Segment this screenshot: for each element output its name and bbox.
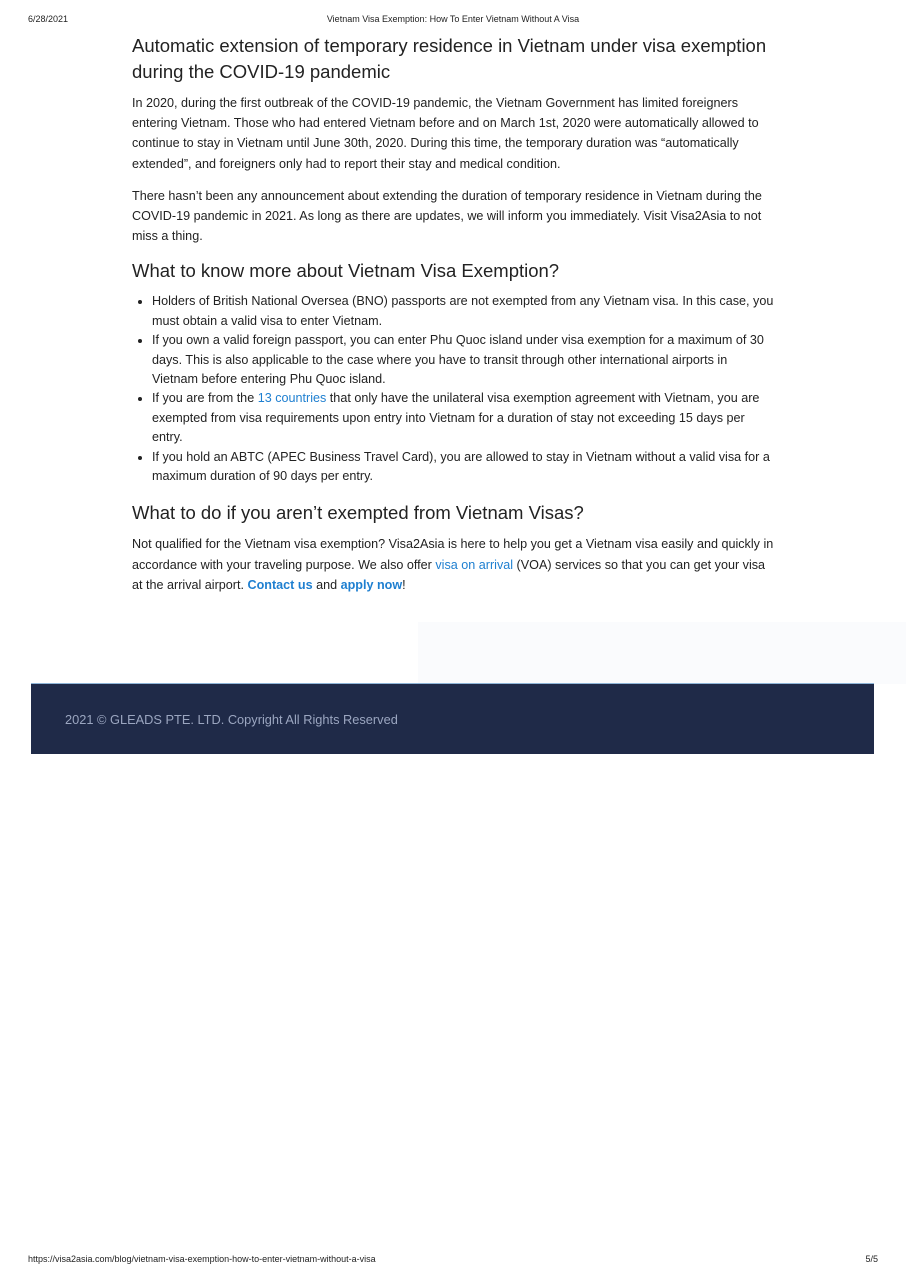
print-url: https://visa2asia.com/blog/vietnam-visa-exemption-how-to-enter-vietnam-without-a-visa [28, 1254, 376, 1264]
site-footer [31, 683, 874, 754]
list-item-phu-quoc: • If you own a valid foreign passport, you can enter Phu Quoc island under visa exemption for a maximum of 30 days. This is also applicable to the case where you have to transit through other international airports in Vietnam before entering Phu Quoc island. [152, 331, 774, 389]
footer-copyright: 2021 © GLEADS PTE. LTD. Copyright All Rights Reserved [65, 712, 398, 727]
paragraph-extension-2: There hasn’t been any announcement about extending the duration of temporary residence in Vietnam during the COVID-19 pandemic in 2021. As long as there are updates, we will inform you immediately. Visit Visa2Asia to not miss a thing. [132, 188, 762, 244]
list-item-bno: • Holders of British National Oversea (BNO) passports are not exempted from any Vietnam visa. In this case, you must obtain a valid visa to enter Vietnam. [152, 292, 774, 331]
list-item-13-countries-post: that only have the unilateral visa exemption agreement with Vietnam, you are exempted from visa requirements upon entry into Vietnam for a duration of stay not exceeding 15 days per entry. [152, 391, 760, 445]
list-item-13-countries-pre: If you are from the [152, 391, 258, 406]
paragraph-not-exempted [132, 534, 774, 595]
apply-now-link[interactable]: apply now [340, 577, 403, 592]
know-more-list [132, 292, 774, 486]
heading-not-exempted: What to do if you aren’t exempted from Vietnam Visas? [132, 502, 584, 524]
13-countries-link[interactable]: 13 countries [257, 391, 327, 406]
paragraph-extension-1: In 2020, during the first outbreak of the COVID-19 pandemic, the Vietnam Government has limited foreigners entering Vietnam. Those who had entered Vietnam before and on March 1st, 2020 were automatically allowed to continue to stay in Vietnam until June 30th, 2020. During this time, the temporary duration was “automatically extended”, and foreigners only had to report their stay and medical condition. [132, 96, 759, 171]
not-exempted-text-mid: (VOA) services so that you can get your visa at the arrival airport. [132, 557, 766, 592]
heading-extension: Automatic extension of temporary residence in Vietnam under visa exemption during the COVID-19 pandemic [132, 35, 767, 82]
heading-know-more: What to know more about Vietnam Visa Exemption? [132, 260, 560, 282]
not-exempted-text-pre: Not qualified for the Vietnam visa exemption? Visa2Asia is here to help you get a Vietnam visa easily and quickly in accordance with your traveling purpose. We also offer [132, 537, 774, 572]
print-title: Vietnam Visa Exemption: How To Enter Vietnam Without A Visa [326, 14, 580, 24]
article-content [132, 33, 774, 607]
print-footer [28, 1254, 878, 1268]
not-exempted-text-and: and [312, 577, 341, 592]
list-item-13-countries [152, 389, 774, 447]
print-header [28, 14, 878, 28]
not-exempted-text-end: ! [402, 577, 406, 592]
print-page-number: 5/5 [865, 1254, 878, 1264]
print-date: 6/28/2021 [28, 14, 69, 24]
list-item-abtc: • If you hold an ABTC (APEC Business Travel Card), you are allowed to stay in Vietnam without a valid visa for a maximum duration of 90 days per entry. [152, 448, 774, 487]
footer-light-panel [418, 622, 906, 684]
visa-on-arrival-link[interactable]: visa on arrival [435, 557, 514, 572]
contact-us-link[interactable]: Contact us [247, 577, 313, 592]
